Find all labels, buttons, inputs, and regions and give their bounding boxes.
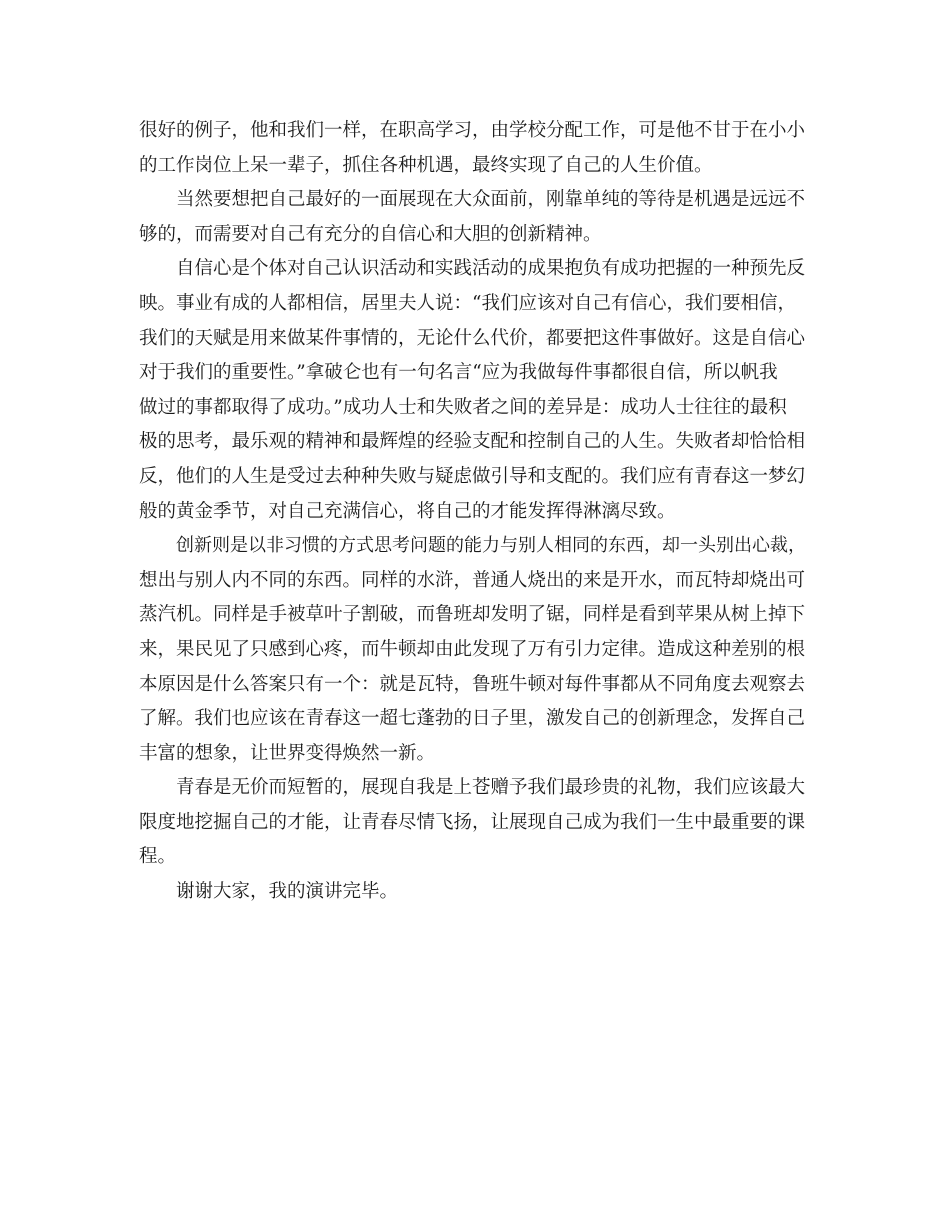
text-line: 的工作岗位上呆一辈子，抓住各种机遇，最终实现了自己的人生价值。 (139, 154, 713, 176)
text-line: 想出与别人内不同的东西。同样的水浒，普通人烧出的来是开水，而瓦特却烧出可 (139, 569, 806, 591)
text-line: 青春是无价而短暂的，展现自我是上苍赠予我们最珍贵的礼物，我们应该最大 (176, 777, 806, 799)
text-line: 做过的事都取得了成功。”成功人士和失败者之间的差异是：成功人士往往的最积 (139, 396, 787, 418)
speech-body-text (139, 114, 811, 910)
text-line: 丰富的想象，让世界变得焕然一新。 (139, 742, 436, 764)
text-line: 自信心是个体对自己认识活动和实践活动的成果抱负有成功把握的一种预先反 (176, 258, 806, 280)
text-line: 来，果民见了只感到心疼，而牛顿却由此发现了万有引力定律。造成这种差别的根 (139, 638, 806, 660)
text-line: 对于我们的重要性。”拿破仑也有一句名言“应为我做每件事都很自信，所以帆我 (139, 362, 778, 384)
text-line: 极的思考，最乐观的精神和最辉煌的经验支配和控制自己的人生。失败者却恰恰相 (139, 431, 806, 453)
text-line: 反，他们的人生是受过去种种失败与疑虑做引导和支配的。我们应有青春这一梦幻 (139, 465, 806, 487)
text-line: 限度地挖掘自己的才能，让青春尽情飞扬，让展现自己成为我们一生中最重要的课 (139, 811, 806, 833)
text-line: 够的，而需要对自己有充分的自信心和大胆的创新精神。 (139, 223, 602, 245)
text-line: 很好的例子，他和我们一样，在职高学习，由学校分配工作，可是他不甘于在小小 (139, 120, 806, 141)
text-line: 谢谢大家，我的演讲完毕。 (176, 881, 399, 903)
text-line: 本原因是什么答案只有一个：就是瓦特，鲁班牛顿对每件事都从不同角度去观察去 (139, 673, 806, 695)
text-line: 创新则是以非习惯的方式思考问题的能力与别人相同的东西，却一头别出心裁， (176, 535, 806, 557)
text-line: 蒸汽机。同样是手被草叶子割破，而鲁班却发明了锯，同样是看到苹果从树上掉下 (139, 604, 806, 626)
text-line: 我们的天赋是用来做某件事情的，无论什么代价，都要把这件事做好。这是自信心 (139, 327, 806, 349)
text-line: 映。事业有成的人都相信，居里夫人说：“我们应该对自己有信心，我们要相信， (139, 292, 796, 314)
text-line: 程。 (139, 846, 177, 868)
text-line: 当然要想把自己最好的一面展现在大众面前，刚靠单纯的等待是机遇是远远不 (176, 189, 806, 211)
text-line: 般的黄金季节，对自己充满信心，将自己的才能发挥得淋漓尽致。 (139, 500, 676, 522)
text-line: 了解。我们也应该在青春这一超七蓬勃的日子里，激发自己的创新理念，发挥自己 (139, 708, 806, 730)
